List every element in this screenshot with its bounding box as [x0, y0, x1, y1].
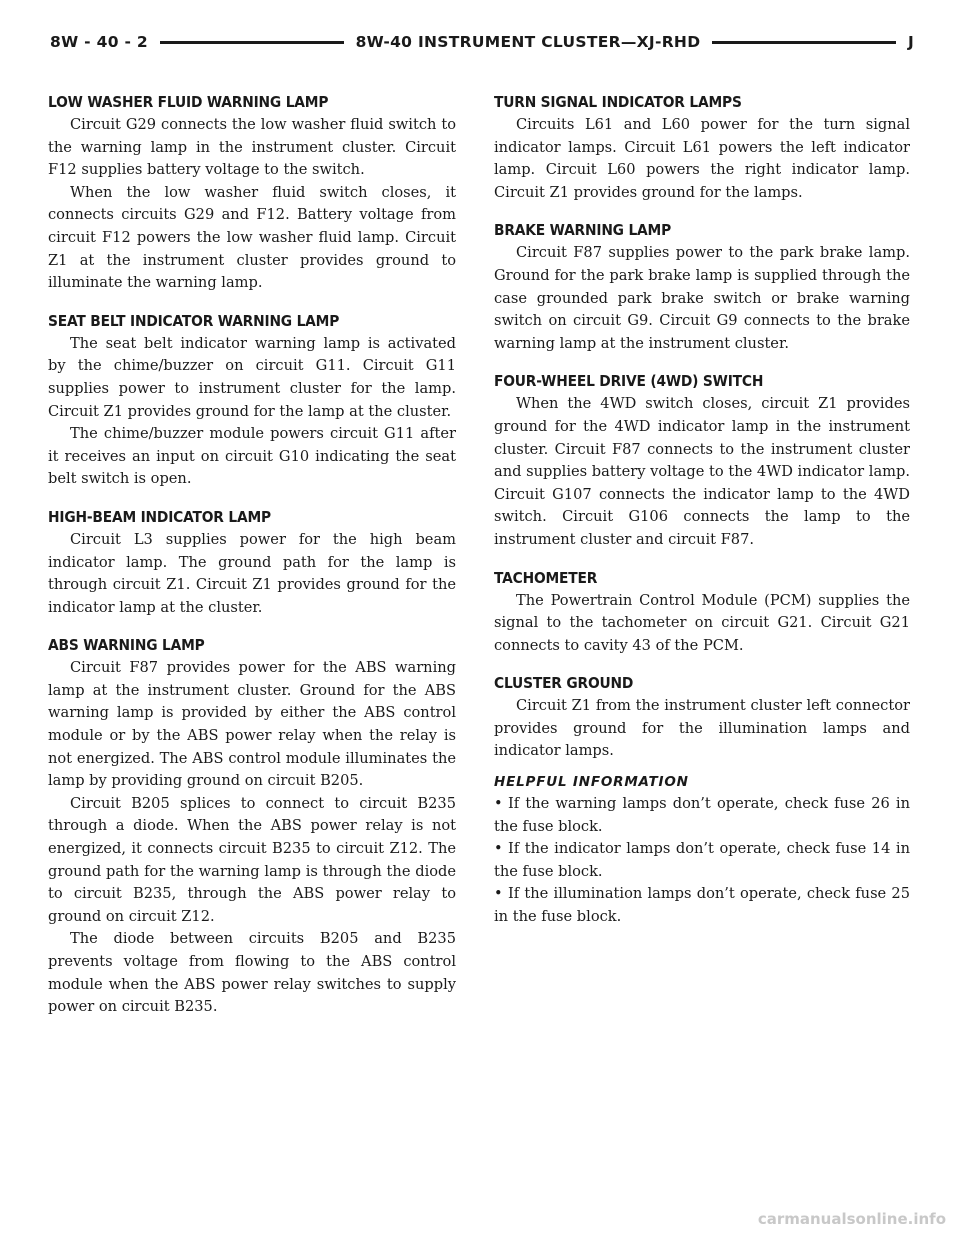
header-rule-right: [712, 41, 896, 44]
left-column: [48, 92, 456, 1035]
section-abs-warning: [48, 635, 456, 1019]
section-seat-belt: [48, 311, 456, 491]
paragraph: Circuit B205 splices to connect to circuit B235 through a diode. When the ABS power relay is not energized, it connects circuit B235 to circuit Z12. The ground path for the warning lamp is through the diode to circuit B235, through the ABS power relay to ground on circuit Z12.: [48, 794, 456, 925]
paragraph: When the 4WD switch closes, circuit Z1 provides ground for the 4WD indicator lamp in the instrument cluster. Circuit F87 connects to the instrument cluster and supplies battery voltage to the 4WD indicator lamp. Circuit G107 connects the indicator lamp to the 4WD switch. Circuit G106 connects the lamp to the instrument cluster and circuit F87.: [494, 395, 910, 548]
section-heading: CLUSTER GROUND: [494, 674, 634, 693]
paragraph: Circuit Z1 from the instrument cluster left connector provides ground for the illumination lamps and indicator lamps.: [494, 697, 910, 760]
subsection-heading: HELPFUL INFORMATION: [494, 774, 689, 791]
section-low-washer-fluid: [48, 92, 456, 295]
header-rule-left: [160, 41, 344, 44]
bullet-icon: •: [494, 840, 503, 858]
section-heading: FOUR-WHEEL DRIVE (4WD) SWITCH: [494, 372, 764, 391]
section-heading: SEAT BELT INDICATOR WARNING LAMP: [48, 311, 340, 330]
paragraph: The seat belt indicator warning lamp is activated by the chime/buzzer on circuit G11. Circuit G11 supplies power to instrument cluster for the lamp. Circuit Z1 provides ground for the lamp at the cluster.: [48, 334, 456, 420]
bullet-icon: •: [494, 885, 503, 903]
section-heading: TURN SIGNAL INDICATOR LAMPS: [494, 93, 742, 111]
paragraph: The chime/buzzer module powers circuit G11 after it receives an input on circuit G10 indicating the seat belt switch is open.: [48, 425, 456, 488]
right-column: [494, 92, 910, 945]
section-turn-signal: [494, 92, 910, 204]
section-cluster-ground: [494, 673, 910, 763]
vehicle-code: J: [907, 33, 915, 51]
section-4wd-switch: [494, 371, 910, 551]
bullet-item: [494, 793, 910, 838]
page-number: 8W - 40 - 2: [50, 33, 148, 51]
site-watermark: carmanualsonline.info: [757, 1210, 946, 1228]
bullet-text: If the warning lamps don’t operate, check fuse 26 in the fuse block.: [494, 795, 910, 835]
paragraph: The diode between circuits B205 and B235 prevents voltage from flowing to the ABS control module when the ABS power relay switches to supply power on circuit B235.: [48, 930, 456, 1016]
section-heading: TACHOMETER: [494, 568, 598, 587]
bullet-text: If the indicator lamps don’t operate, check fuse 14 in the fuse block.: [494, 840, 910, 880]
section-heading: LOW WASHER FLUID WARNING LAMP: [48, 93, 329, 111]
section-high-beam: [48, 507, 456, 619]
section-helpful-information: [494, 773, 910, 929]
bullet-text: If the illumination lamps don’t operate, check fuse 25 in the fuse block.: [494, 885, 910, 926]
paragraph: When the low washer fluid switch closes, it connects circuits G29 and F12. Battery voltage from circuit F12 powers the low washer fluid lamp. Circuit Z1 at the instrument cluster provides ground to illuminate the warning lamp.: [48, 183, 456, 292]
section-heading: BRAKE WARNING LAMP: [494, 221, 672, 240]
paragraph: Circuit F87 provides power for the ABS warning lamp at the instrument cluster. Ground for the ABS warning lamp is provided by either the ABS control module or by the ABS power relay when the relay is not energized. The ABS control module illuminates the lamp by providing ground on circuit B205.: [48, 659, 456, 790]
section-heading: HIGH-BEAM INDICATOR LAMP: [48, 507, 271, 526]
paragraph: Circuit L3 supplies power for the high beam indicator lamp. The ground path for the lamp is through circuit Z1. Circuit Z1 provides ground for the indicator lamp at the cluster.: [48, 530, 456, 616]
paragraph: Circuit F87 supplies power to the park brake lamp. Ground for the park brake lamp is supplied through the case grounded park brake switch or brake warning switch on circuit G9. Circuit G9 connects to the brake warning lamp at the instrument cluster.: [494, 244, 910, 352]
paragraph: Circuit G29 connects the low washer fluid switch to the warning lamp in the instrument cluster. Circuit F12 supplies battery voltage to the switch.: [48, 116, 456, 179]
section-title: 8W-40 INSTRUMENT CLUSTER—XJ-RHD: [355, 33, 701, 51]
section-heading: ABS WARNING LAMP: [48, 636, 205, 655]
bullet-item: [494, 838, 910, 883]
paragraph: The Powertrain Control Module (PCM) supplies the signal to the tachometer on circuit G21. Circuit G21 connects to cavity 43 of the PCM.: [494, 591, 910, 654]
bullet-icon: •: [494, 795, 503, 813]
bullet-item: [494, 883, 910, 928]
section-brake-warning: [494, 220, 910, 355]
section-tachometer: [494, 568, 910, 658]
paragraph: Circuits L61 and L60 power for the turn signal indicator lamps. Circuit L61 powers the left indicator lamp. Circuit L60 powers the right indicator lamp. Circuit Z1 provides ground for the lamps.: [494, 116, 910, 201]
page-header: [50, 30, 914, 54]
